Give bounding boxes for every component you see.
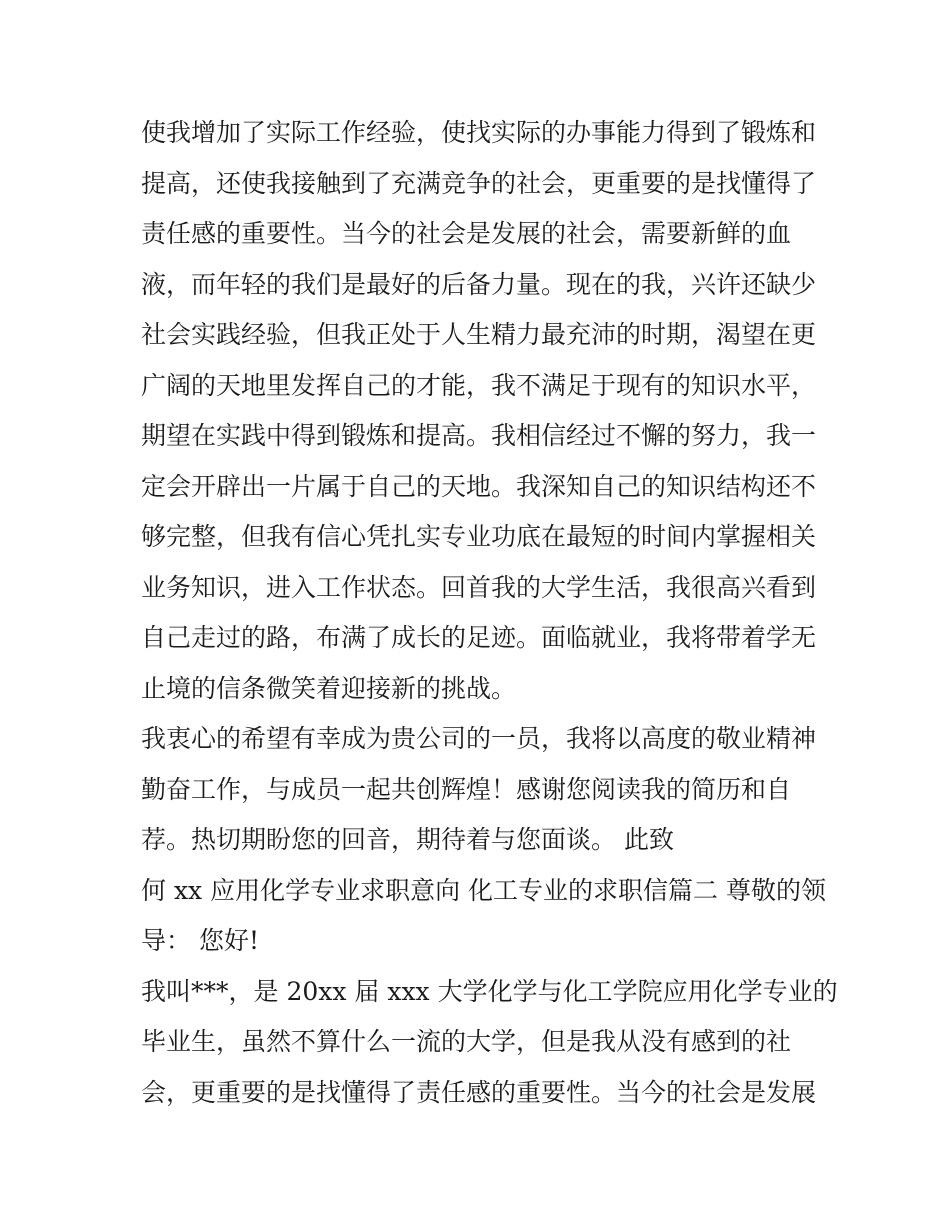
text-line: 毕业生，虽然不算什么一流的大学，但是我从没有感到的社 bbox=[141, 1027, 792, 1056]
text-line: 我叫***，是 20xx 届 xxx 大学化学与化工学院应用化学专业的 bbox=[141, 976, 838, 1006]
text-line: 液，而年轻的我们是最好的后备力量。现在的我，兴许还缺少 bbox=[141, 269, 817, 299]
text-line: 提高，还使我接触到了充满竞争的社会，更重要的是找懂得了 bbox=[141, 168, 817, 198]
text-line: 广阔的天地里发挥自己的才能，我不满足于现有的知识水平， bbox=[141, 370, 817, 400]
text-line: 使我增加了实际工作经验，使找实际的办事能力得到了锻炼和 bbox=[141, 118, 817, 147]
text-line: 荐。热切期盼您的回音，期待着与您面谈。 此致 bbox=[141, 825, 674, 854]
document-body bbox=[141, 108, 838, 1118]
text-line: 止境的信条微笑着迎接新的挑战。 bbox=[141, 673, 517, 703]
text-line: 够完整，但我有信心凭扎实专业功底在最短的时间内掌握相关 bbox=[141, 522, 817, 551]
text-line: 定会开辟出一片属于自己的天地。我深知自己的知识结构还不 bbox=[141, 471, 817, 501]
text-line: 业务知识，进入工作状态。回首我的大学生活，我很高兴看到 bbox=[141, 572, 817, 602]
text-line: 社会实践经验，但我正处于人生精力最充沛的时期，渴望在更 bbox=[141, 320, 817, 349]
text-line: 导： 您好! bbox=[141, 926, 259, 955]
text-line: 我衷心的希望有幸成为贵公司的一员，我将以高度的敬业精神 bbox=[141, 724, 817, 753]
text-line: 勤奋工作，与成员一起共创辉煌！感谢您阅读我的简历和自 bbox=[141, 774, 792, 804]
text-line: 会，更重要的是找懂得了责任感的重要性。当今的社会是发展 bbox=[141, 1077, 817, 1107]
text-line: 何 xx 应用化学专业求职意向 化工专业的求职信篇二 尊敬的领 bbox=[141, 875, 826, 905]
text-line: 期望在实践中得到锻炼和提高。我相信经过不懈的努力，我一 bbox=[141, 421, 817, 450]
text-line: 自己走过的路，布满了成长的足迹。面临就业，我将带着学无 bbox=[141, 623, 817, 652]
text-line: 责任感的重要性。当今的社会是发展的社会，需要新鲜的血 bbox=[141, 219, 792, 248]
